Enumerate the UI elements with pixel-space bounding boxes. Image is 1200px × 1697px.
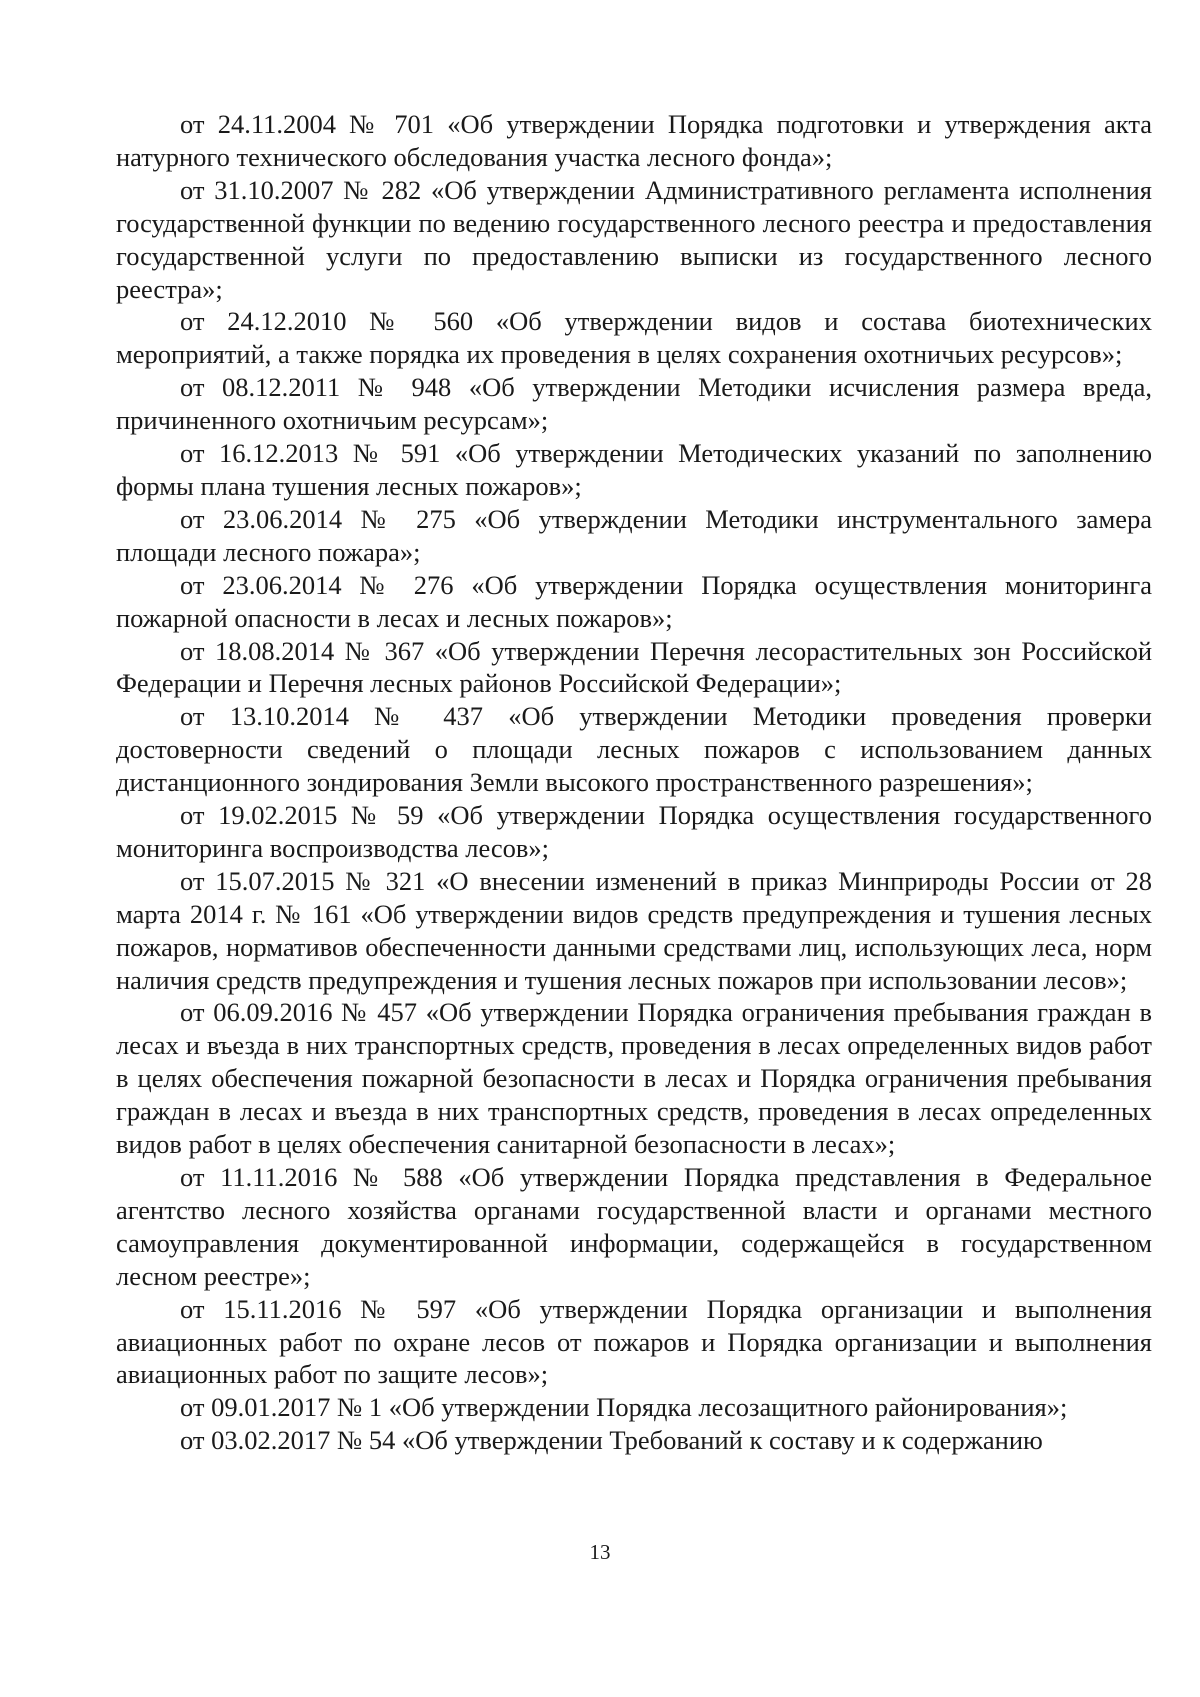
page-number: 13 <box>589 1540 611 1564</box>
paragraph: от 08.12.2011 № 948 «Об утверждении Методики исчисления размера вреда, причиненного охотничьим ресурсам»; <box>116 372 1152 436</box>
paragraph: от 11.11.2016 № 588 «Об утверждении Порядка представления в Федеральное агентство лесного хозяйства органами государственной власти и органами местного самоуправления документированной информации, содержащейся в государственном лесном реестре»; <box>116 1162 1152 1291</box>
paragraph: от 09.01.2017 № 1 «Об утверждении Порядка лесозащитного районирования»; <box>180 1392 1068 1423</box>
paragraph: от 15.11.2016 № 597 «Об утверждении Порядка организации и выполнения авиационных работ по охране лесов от пожаров и Порядка организации и выполнения авиационных работ по защите лесов»; <box>116 1293 1152 1390</box>
paragraph: от 24.12.2010 № 560 «Об утверждении видов и состава биотехнических мероприятий, а также порядка их проведения в целях сохранения охотничьих ресурсов»; <box>116 306 1152 370</box>
paragraph: от 06.09.2016 № 457 «Об утверждении Порядка ограничения пребывания граждан в лесах и въезда в них транспортных средств, проведения в лесах определенных видов работ в целях обеспечения пожарной безопасности в лесах и Порядка ограничения пребывания граждан в лесах и въезда в них транспортных средств, проведения в лесах определенных видов работ в целях обеспечения санитарной безопасности в лесах»; <box>116 997 1152 1160</box>
paragraph: от 31.10.2007 № 282 «Об утверждении Административного регламента исполнения государственной функции по ведению государственного лесного реестра и предоставления государственной услуги по предоставлению выписки из государственного лесного реестра»; <box>116 174 1152 304</box>
paragraph: от 23.06.2014 № 276 «Об утверждении Порядка осуществления мониторинга пожарной опасности в лесах и лесных пожаров»; <box>116 569 1152 633</box>
document-body <box>116 108 1152 1457</box>
paragraph: от 24.11.2004 № 701 «Об утверждении Порядка подготовки и утверждения акта натурного технического обследования участка лесного фонда»; <box>116 109 1152 172</box>
paragraph: от 15.07.2015 № 321 «О внесении изменений в приказ Минприроды России от 28 марта 2014 г. № 161 «Об утверждении видов средств предупреждения и тушения лесных пожаров, нормативов обеспеченности данными средствами лиц, использующих леса, норм наличия средств предупреждения и тушения лесных пожаров при использовании лесов»; <box>116 865 1152 995</box>
paragraph: от 19.02.2015 № 59 «Об утверждении Порядка осуществления государственного мониторинга воспроизводства лесов»; <box>116 800 1152 863</box>
paragraph: от 16.12.2013 № 591 «Об утверждении Методических указаний по заполнению формы плана тушения лесных пожаров»; <box>116 438 1152 501</box>
paragraph: от 13.10.2014 № 437 «Об утверждении Методики проведения проверки достоверности сведений о площади лесных пожаров с использованием данных дистанционного зондирования Земли высокого пространственного разрешения»; <box>116 701 1152 798</box>
paragraph: от 23.06.2014 № 275 «Об утверждении Методики инструментального замера площади лесного пожара»; <box>116 503 1152 567</box>
paragraph: от 03.02.2017 № 54 «Об утверждении Требований к составу и к содержанию <box>180 1425 1043 1456</box>
paragraph: от 18.08.2014 № 367 «Об утверждении Перечня лесорастительных зон Российской Федерации и Перечня лесных районов Российской Федерации»; <box>116 635 1152 699</box>
